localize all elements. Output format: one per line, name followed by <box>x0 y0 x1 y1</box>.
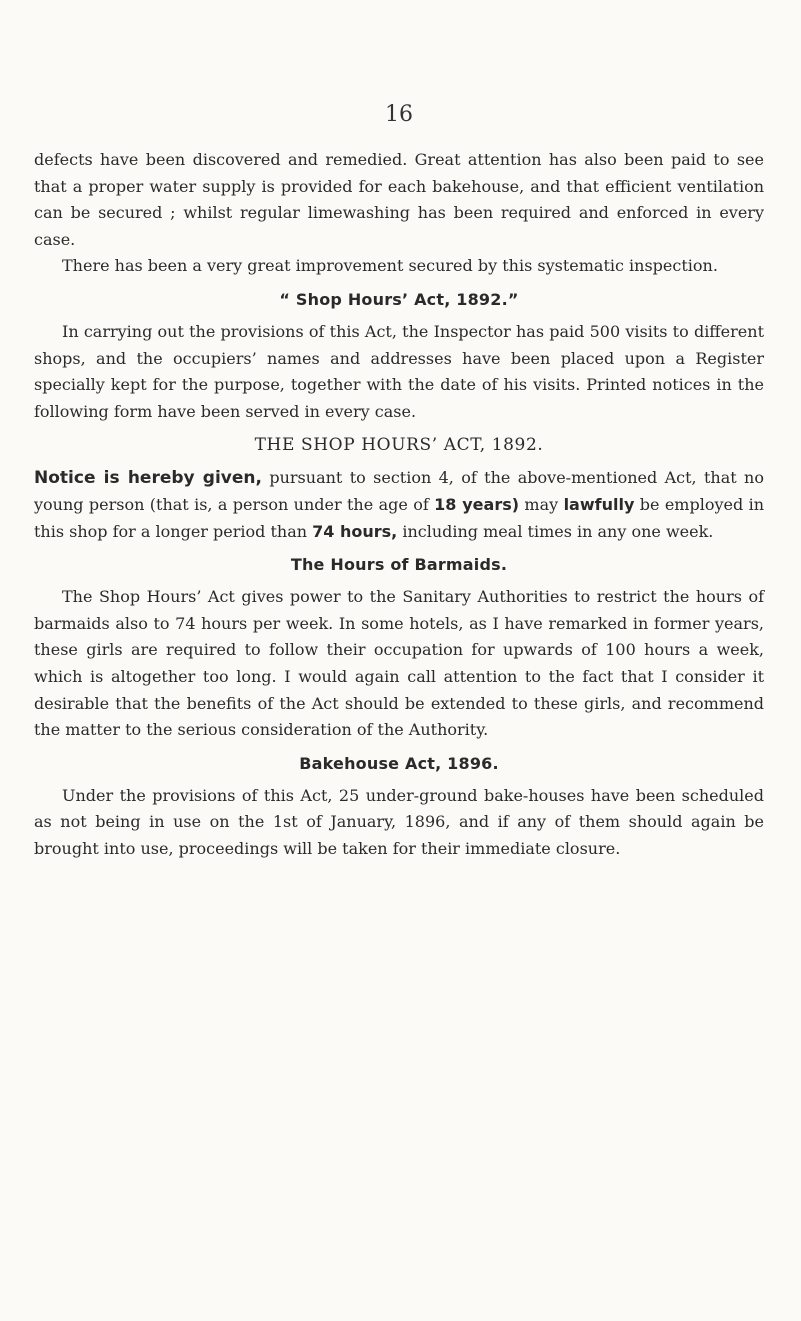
notice-text-2: may <box>519 494 564 514</box>
paragraph-defects: defects have been discovered and remedied. Great attention has also been paid to see that a proper water supply is provided for each bakehouse, and that efficient ventilation can be secured ; whilst regular limewashing has been required and enforced in every case. <box>34 150 764 249</box>
heading-bakehouse-act: Bakehouse Act, 1896. <box>299 753 499 773</box>
notice-text <box>34 465 764 545</box>
document-page <box>34 102 764 862</box>
notice-text-1: pursuant to section 4, of the above-mentioned Act, that no young person (that is, a person under the age of <box>34 468 764 514</box>
notice-text-4: including meal times in any one week. <box>397 521 714 541</box>
heading-shop-hours-act: “ Shop Hours’ Act, 1892.” <box>279 289 519 309</box>
paragraph-improvement: There has been a very great improvement secured by this systematic inspection. <box>62 256 718 276</box>
notice-age: 18 years) <box>434 494 520 514</box>
notice-hours: 74 hours, <box>312 521 398 541</box>
paragraph-shop-hours: In carrying out the provisions of this Act, the Inspector has paid 500 visits to different shops, and the occupiers’ names and addresses have been placed upon a Register specially kept for the purpose, together with the date of his visits. Printed notices in the following form have been served in every case. <box>34 321 764 421</box>
notice-text-3: be employed in this shop for a longer period than <box>34 494 765 541</box>
paragraph-barmaids: The Shop Hours’ Act gives power to the Sanitary Authorities to restrict the hours of barmaids also to 74 hours per week. In some hotels, as I have remarked in former years, these girls are required to follow their occupation for upwards of 100 hours a week, which is altogether too long. I would again call attention to the fact that I consider it desirable that the benefits of the Act should be extended to these girls, and recommend the matter to the serious consideration of the Authority. <box>34 587 764 740</box>
notice-lawfully: lawfully <box>563 494 635 514</box>
heading-barmaids: The Hours of Barmaids. <box>290 555 508 575</box>
paragraph-bakehouse: Under the provisions of this Act, 25 under-ground bake-houses have been scheduled as not being in use on the 1st of January, 1896, and if any of them should again be brought into use, proceedings will be taken for their immediate closure. <box>34 785 764 858</box>
page-number: 16 <box>385 102 413 127</box>
notice-lead: Notice is hereby given, <box>34 468 262 489</box>
heading-notice: THE SHOP HOURS’ ACT, 1892. <box>254 435 544 456</box>
